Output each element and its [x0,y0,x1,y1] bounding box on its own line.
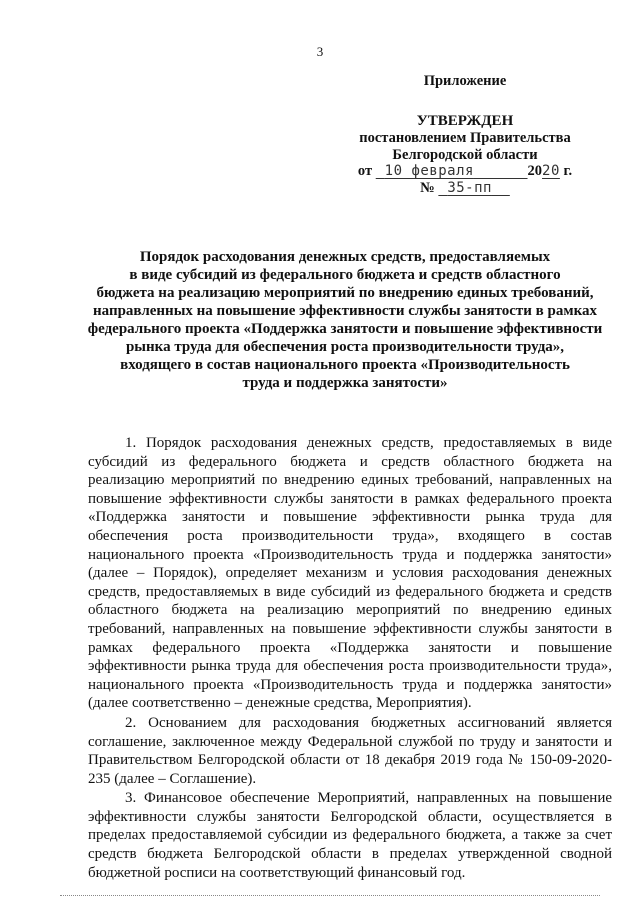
paragraph-2: 2. Основанием для расходования бюджетных ассигнований является соглашение, заключенное между Федеральной службой по труду и занятости и Правительством Белгородской области от 18 декабря 2019 года № 150-09-2020-235 (далее – Соглашение). [88,714,612,787]
approved-by-line1: постановлением Правительства [359,130,571,146]
scan-edge-line [60,895,600,896]
paragraph-3: 3. Финансовое обеспечение Мероприятий, направленных на повышение эффективности службы занятости Белгородской области, осуществляется в пределах предоставляемой субсидии из федерального бюджета, а также за счет средств бюджета Белгородской области в пределах утвержденной сводной бюджетной росписи на соответствующий финансовый год. [88,790,612,881]
page-number: 3 [316,44,324,59]
title-line: в виде субсидий из федерального бюджета и средств областного [129,267,561,283]
date-year-prefix: 20 [527,163,543,179]
title-line: Порядок расходования денежных средств, предоставляемых [139,249,551,265]
document-title [60,248,630,392]
number-prefix: № [420,180,439,196]
number-handwritten: 35-пп [447,180,492,196]
paragraph-1: 1. Порядок расходования денежных средств, предоставляемых в виде субсидий из федерального бюджета и средств областного бюджета на реализацию мероприятий по внедрению единых требований, направленных на повышение эффективности службы занятости в рамках федерального проекта «Поддержка занятости и повышение эффективности рынка труда для обеспечения роста производительности труда», входящего в состав национального проекта «Производительность труда и поддержка занятости» (далее – Порядок), определяет механизм и условия расходования денежных средств, предоставляемых в виде субсидий из федерального бюджета и средств областного бюджета на реализацию мероприятий по внедрению единых требований, направленных на повышение эффективности службы занятости в рамках федерального проекта «Поддержка занятости и повышение эффективности рынка труда для обеспечения роста производительности труда», национального проекта «Производительность труда и поддержка занятости» (далее соответственно – денежные средства, Мероприятия). [88,435,612,712]
title-line: рынка труда для обеспечения роста производительности труда», [125,339,565,355]
title-line: бюджета на реализацию мероприятий по внедрению единых требований, [96,285,594,301]
title-line: труда и поддержка занятости» [242,375,448,391]
title-line: входящего в состав национального проекта «Производительность [120,357,570,373]
date-year-handwritten: 20 [542,163,560,179]
title-line: федерального проекта «Поддержка занятости и повышение эффективности [87,321,603,337]
approved-by-line2: Белгородской области [392,147,538,163]
date-day-handwritten: 10 февраля [384,163,474,179]
document-body [88,434,612,882]
approval-date [340,162,590,180]
approval-number [340,179,590,197]
appendix-label: Приложение [423,73,507,89]
approved-heading: УТВЕРЖДЕН [416,113,514,129]
date-prefix: от [357,163,376,179]
date-suffix: г. [559,163,573,179]
title-line: направленных на повышение эффективности службы занятости в рамках [93,303,597,319]
